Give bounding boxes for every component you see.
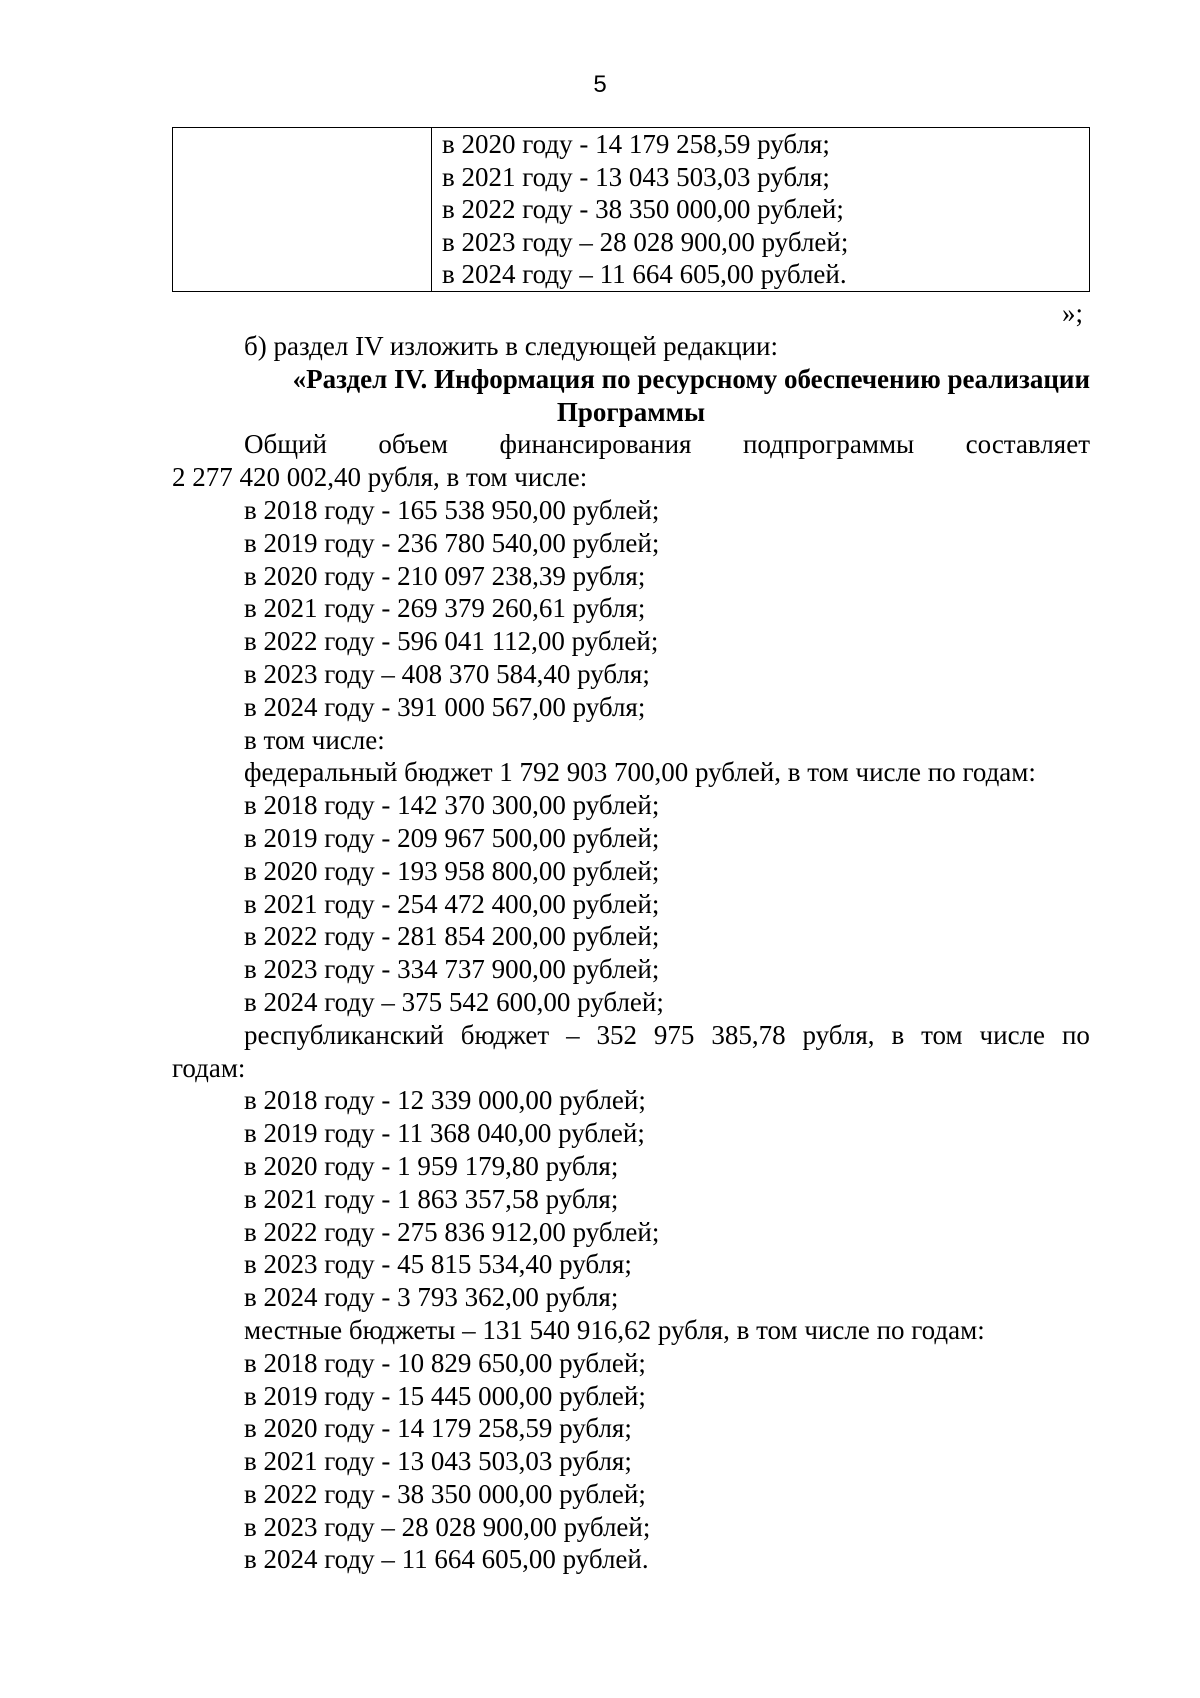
list-item: в 2024 году - 391 000 567,00 рубля;: [244, 691, 646, 722]
section-heading: «Раздел IV. Информация по ресурсному обеспечению реализации: [292, 363, 1090, 394]
list-item: в 2024 году – 375 542 600,00 рублей;: [244, 986, 664, 1017]
list-item: в 2023 году – 28 028 900,00 рублей;: [244, 1511, 651, 1542]
list-item: в 2020 году - 193 958 800,00 рублей;: [244, 855, 660, 886]
word: по: [1061, 1019, 1090, 1050]
word: Общий: [244, 429, 327, 460]
list-item: в 2020 году - 210 097 238,39 рубля;: [244, 560, 646, 591]
word: том: [921, 1019, 963, 1050]
table-row: в 2022 году - 38 350 000,00 рублей;: [442, 194, 844, 224]
list-item: в 2021 году - 269 379 260,61 рубля;: [244, 593, 646, 624]
word: объем: [378, 429, 449, 460]
list-item: в 2018 году - 142 370 300,00 рублей;: [244, 790, 660, 821]
page-number: 5: [593, 71, 607, 98]
list-item: в 2022 году - 281 854 200,00 рублей;: [244, 921, 660, 952]
list-item: в 2021 году - 254 472 400,00 рублей;: [244, 888, 660, 919]
list-item: в 2022 году - 275 836 912,00 рублей;: [244, 1216, 660, 1247]
list-item: в 2019 году - 11 368 040,00 рублей;: [244, 1118, 645, 1149]
table-values-cell: [432, 128, 1089, 291]
list-item: в 2019 году - 236 780 540,00 рублей;: [244, 527, 660, 558]
word: 975: [653, 1019, 695, 1050]
document-body: [172, 330, 1090, 1576]
word: в: [891, 1019, 905, 1050]
list-item: в 2018 году - 165 538 950,00 рублей;: [244, 494, 660, 525]
table-row: в 2020 году - 14 179 258,59 рубля;: [442, 129, 830, 159]
list-item: в 2022 году - 38 350 000,00 рублей;: [244, 1478, 646, 1509]
closing-quote: »;: [1062, 298, 1084, 328]
word: –: [566, 1019, 580, 1050]
section-heading-cont: Программы: [556, 396, 706, 427]
list-item: в 2023 году - 45 815 534,40 рубля;: [244, 1249, 632, 1280]
table-row: в 2024 году – 11 664 605,00 рублей.: [442, 259, 847, 289]
list-item: в 2018 году - 12 339 000,00 рублей;: [244, 1085, 646, 1116]
list-item: в 2023 году – 408 370 584,40 рубля;: [244, 658, 650, 689]
total-amount: 2 277 420 002,40 рубля, в том числе:: [172, 462, 588, 493]
republic-budget-header: [172, 1019, 1090, 1052]
list-item: в 2020 году - 1 959 179,80 рубля;: [244, 1150, 619, 1181]
list-item: в 2020 году - 14 179 258,59 рубля;: [244, 1413, 632, 1444]
word: подпрограммы: [742, 429, 915, 460]
list-item: в 2021 году - 1 863 357,58 рубля;: [244, 1183, 619, 1214]
word: 385,78: [711, 1019, 786, 1050]
federal-budget-header: федеральный бюджет 1 792 903 700,00 рублей, в том числе по годам:: [244, 757, 1036, 788]
word: финансирования: [499, 429, 692, 460]
table-row: в 2023 году – 28 028 900,00 рублей;: [442, 226, 849, 257]
list-item: в 2021 году - 13 043 503,03 рубля;: [244, 1446, 632, 1477]
list-item: в 2018 году - 10 829 650,00 рублей;: [244, 1347, 646, 1378]
total-funding-line: [172, 428, 1090, 461]
word: 352: [596, 1019, 637, 1050]
word: рубля,: [802, 1019, 875, 1050]
list-item: в 2022 году - 596 041 112,00 рублей;: [244, 626, 659, 657]
table-empty-cell: [173, 128, 432, 291]
list-item: в 2019 году - 15 445 000,00 рублей;: [244, 1380, 646, 1411]
word: числе: [979, 1019, 1046, 1050]
funding-table: [172, 127, 1090, 292]
republic-budget-tail: годам:: [172, 1052, 246, 1083]
word: республиканский: [244, 1019, 444, 1050]
including-label: в том числе:: [244, 724, 385, 755]
list-item: в 2023 году - 334 737 900,00 рублей;: [244, 954, 660, 985]
word: бюджет: [460, 1019, 550, 1050]
list-item: в 2024 году - 3 793 362,00 рубля;: [244, 1282, 619, 1313]
table-row: в 2021 году - 13 043 503,03 рубля;: [442, 161, 830, 192]
list-item: в 2024 году – 11 664 605,00 рублей.: [244, 1544, 649, 1575]
word: составляет: [965, 429, 1090, 460]
list-item: в 2019 году - 209 967 500,00 рублей;: [244, 822, 660, 853]
local-budget-header: местные бюджеты – 131 540 916,62 рубля, в том числе по годам:: [244, 1314, 985, 1345]
amendment-line: б) раздел IV изложить в следующей редакции:: [244, 331, 779, 361]
